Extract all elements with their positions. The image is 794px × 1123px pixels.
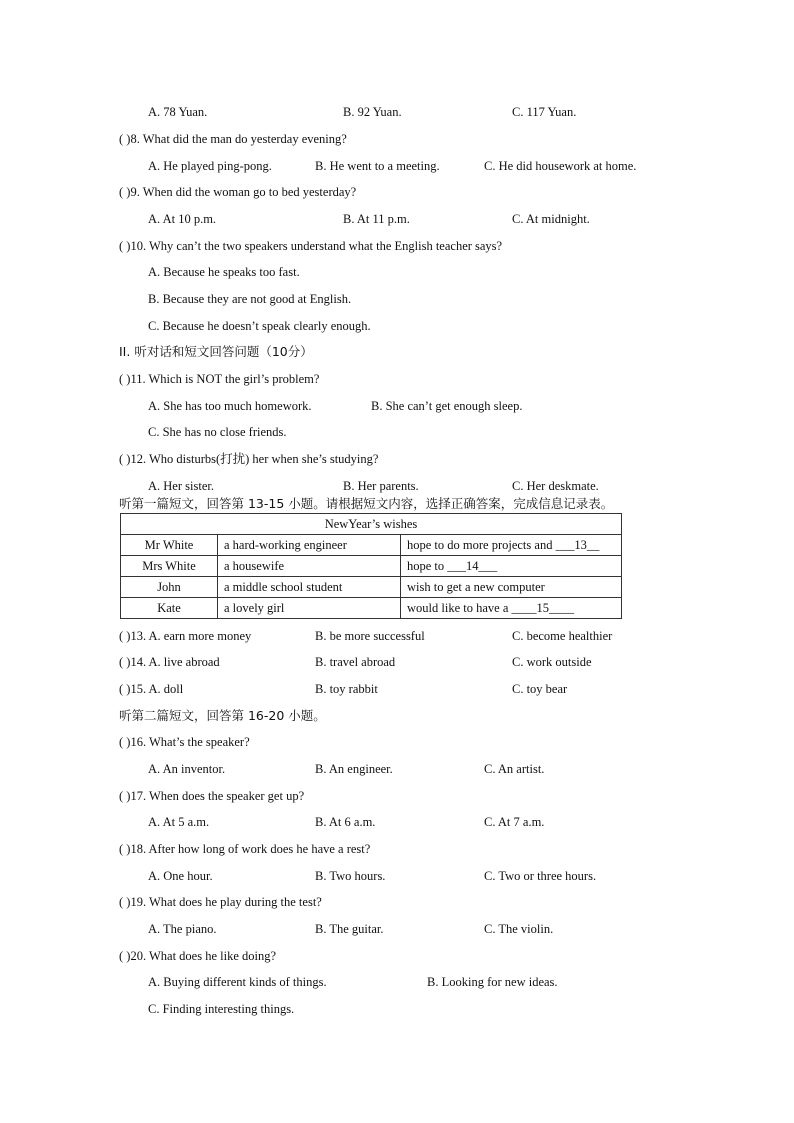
q20-option-a: A. Buying different kinds of things. (148, 975, 327, 989)
q16-option-b: B. An engineer. (315, 762, 393, 776)
table-row (121, 556, 622, 577)
q18-options (148, 868, 708, 884)
q19-question: ( )19. What does he play during the test? (119, 895, 322, 909)
q16-option-a: A. An inventor. (148, 762, 226, 776)
q7-option-a: A. 78 Yuan. (148, 105, 208, 119)
table-cell-identity: a middle school student (218, 577, 401, 598)
q12-option-c: C. Her deskmate. (512, 479, 599, 493)
q15-question: ( )15. A. doll (119, 682, 184, 696)
table-cell-wish: hope to ___14___ (401, 556, 622, 577)
q7-option-b: B. 92 Yuan. (343, 105, 402, 119)
table-title-row (121, 514, 622, 535)
q14-option-c: C. work outside (512, 655, 592, 669)
q10-option-a: A. Because he speaks too fast. (148, 265, 300, 279)
q11-option-c: C. She has no close friends. (148, 425, 287, 439)
q20-option-b: B. Looking for new ideas. (427, 975, 558, 989)
q11-options (148, 398, 708, 414)
q16-question: ( )16. What’s the speaker? (119, 735, 250, 749)
q17-option-c: C. At 7 a.m. (484, 815, 545, 829)
table-cell-identity: a lovely girl (218, 598, 401, 619)
q17-question: ( )17. When does the speaker get up? (119, 789, 305, 803)
info-record-table (120, 513, 622, 619)
table-title: NewYear’s wishes (121, 514, 622, 535)
q13-option-b: B. be more successful (315, 629, 425, 643)
q17-options (148, 814, 708, 830)
q9-options (148, 211, 708, 227)
q16-options (148, 761, 708, 777)
q14-option-b: B. travel abroad (315, 655, 396, 669)
q13-question: ( )13. A. earn more money (119, 629, 252, 643)
q16-option-c: C. An artist. (484, 762, 545, 776)
table-row (121, 535, 622, 556)
q18-option-b: B. Two hours. (315, 869, 386, 883)
q10-question: ( )10. Why can’t the two speakers understand what the English teacher says? (119, 239, 503, 253)
q15-option-c: C. toy bear (512, 682, 568, 696)
table-row (121, 598, 622, 619)
q9-option-b: B. At 11 p.m. (343, 212, 410, 226)
q9-option-c: C. At midnight. (512, 212, 590, 226)
q12-option-a: A. Her sister. (148, 479, 214, 493)
q9-option-a: A. At 10 p.m. (148, 212, 217, 226)
table-cell-wish: wish to get a new computer (401, 577, 622, 598)
section-2-title: II. 听对话和短文回答问题（10分） (119, 344, 313, 359)
q12-question: ( )12. Who disturbs(打扰) her when she’s studying? (119, 452, 379, 466)
q8-option-c: C. He did housework at home. (484, 159, 637, 173)
q10-option-b: B. Because they are not good at English. (148, 292, 352, 306)
table-row (121, 577, 622, 598)
q9-question: ( )9. When did the woman go to bed yesterday? (119, 185, 357, 199)
table-cell-wish: hope to do more projects and ___13__ (401, 535, 622, 556)
q15-option-b: B. toy rabbit (315, 682, 378, 696)
q19-option-c: C. The violin. (484, 922, 554, 936)
table-cell-name: Mrs White (121, 556, 218, 577)
q12-option-b: B. Her parents. (343, 479, 419, 493)
table-cell-name: Kate (121, 598, 218, 619)
passage-2-instruction: 听第二篇短文，回答第 16-20 小题。 (119, 708, 326, 723)
q18-question: ( )18. After how long of work does he have a rest? (119, 842, 371, 856)
q10-option-c: C. Because he doesn’t speak clearly enough. (148, 319, 371, 333)
passage-1-instruction: 听第一篇短文，回答第 13-15 小题。请根据短文内容，选择正确答案，完成信息记录表。 (119, 496, 614, 511)
q8-option-a: A. He played ping-pong. (148, 159, 272, 173)
q18-option-c: C. Two or three hours. (484, 869, 597, 883)
q20-options (148, 974, 708, 990)
q20-option-c: C. Finding interesting things. (148, 1002, 295, 1016)
q8-question: ( )8. What did the man do yesterday evening? (119, 132, 347, 146)
q7-options (148, 104, 708, 120)
table-cell-identity: a hard-working engineer (218, 535, 401, 556)
q11-option-b: B. She can’t get enough sleep. (371, 399, 523, 413)
q7-option-c: C. 117 Yuan. (512, 105, 577, 119)
q19-option-b: B. The guitar. (315, 922, 384, 936)
table-cell-identity: a housewife (218, 556, 401, 577)
q19-option-a: A. The piano. (148, 922, 217, 936)
table-cell-wish: would like to have a ____15____ (401, 598, 622, 619)
q20-question: ( )20. What does he like doing? (119, 949, 277, 963)
table-cell-name: John (121, 577, 218, 598)
q18-option-a: A. One hour. (148, 869, 213, 883)
q17-option-b: B. At 6 a.m. (315, 815, 376, 829)
q12-options (148, 478, 708, 494)
q14-question: ( )14. A. live abroad (119, 655, 220, 669)
q19-options (148, 921, 708, 937)
q11-option-a: A. She has too much homework. (148, 399, 312, 413)
q13-option-c: C. become healthier (512, 629, 613, 643)
q17-option-a: A. At 5 a.m. (148, 815, 210, 829)
q11-question: ( )11. Which is NOT the girl’s problem? (119, 372, 320, 386)
q8-option-b: B. He went to a meeting. (315, 159, 440, 173)
q8-options (148, 158, 708, 174)
table-cell-name: Mr White (121, 535, 218, 556)
